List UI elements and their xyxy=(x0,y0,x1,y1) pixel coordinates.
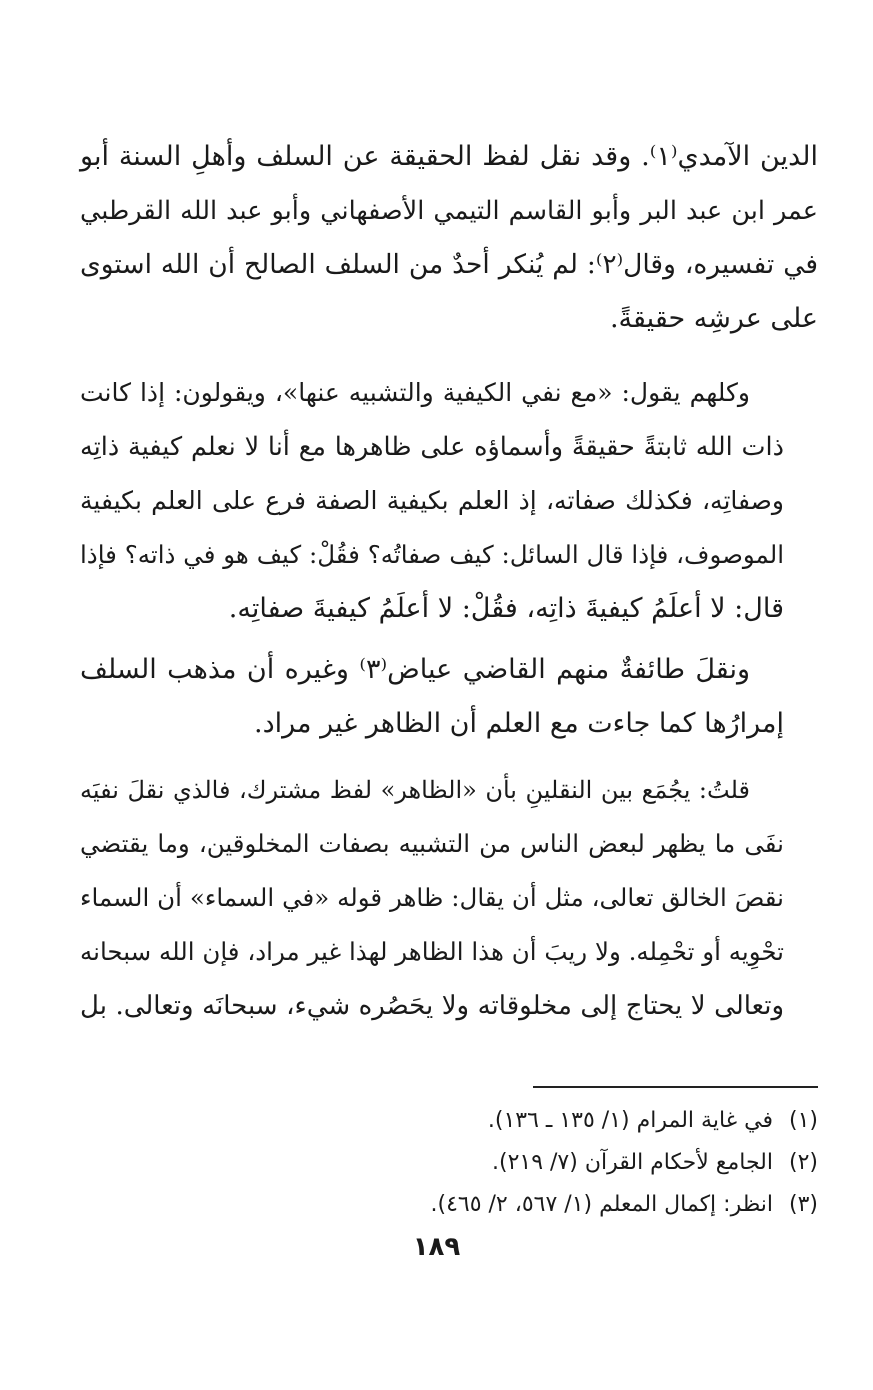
footnote-text: الجامع لأحكام القرآن (٧/ ٢١٩). xyxy=(491,1150,773,1175)
text-line: ذات الله ثابتةً حقيقةً وأسماؤه على ظاهرها مع أنا لا نعلم كيفية ذاتِه xyxy=(80,432,784,462)
footnote-text: انظر: إكمال المعلم (١/ ٥٦٧، ٢/ ٤٦٥). xyxy=(430,1192,773,1217)
footnote-2 xyxy=(118,1142,818,1184)
footnote-number: (٣) xyxy=(788,1192,818,1217)
text-line: ونقلَ طائفةٌ منهم القاضي عياض⁽٣⁾ وغيره أن مذهب السلف xyxy=(80,654,750,685)
footnote-number: (٢) xyxy=(788,1150,818,1175)
text-line: نقصَ الخالق تعالى، مثل أن يقال: ظاهر قوله «في السماء» أن السماء xyxy=(80,883,784,912)
text-line: على عرشِه حقيقةً. xyxy=(609,303,818,334)
text-line: وكلهم يقول: «مع نفي الكيفية والتشبيه عنها»، ويقولون: إذا كانت xyxy=(80,378,750,407)
text-line: عمر ابن عبد البر وأبو القاسم التيمي الأصفهاني وأبو عبد الله القرطبي xyxy=(80,196,818,226)
footnote-1 xyxy=(118,1100,818,1142)
text-line: إمرارُها كما جاءت مع العلم أن الظاهر غير مراد. xyxy=(254,708,784,739)
text-line: قلتُ: يجُمَع بين النقلينِ بأن «الظاهر» لفظ مشترك، فالذي نقلَ نفيَه xyxy=(80,776,750,804)
text-line: وصفاتِه، فكذلك صفاته، إذ العلم بكيفية الصفة فرع على العلم بكيفية xyxy=(80,486,784,515)
text-line: قال: لا أعلَمُ كيفيةَ ذاتِه، فقُلْ: لا أعلَمُ كيفيةَ صفاتِه. xyxy=(228,593,784,624)
text-line: تحْوِيه أو تحْمِله. ولا ريبَ أن هذا الظاهر لهذا غير مراد، فإن الله سبحانه xyxy=(80,937,784,966)
footnotes xyxy=(118,1100,818,1226)
page-number: ١٨٩ xyxy=(412,1232,461,1262)
paragraph-4 xyxy=(80,763,818,1033)
text-line: نفَى ما يظهر لبعض الناس من التشبيه بصفات المخلوقين، وما يقتضي xyxy=(80,829,784,858)
text-line: الموصوف، فإذا قال السائل: كيف صفاتُه؟ فقُلْ: كيف هو في ذاته؟ فإذا xyxy=(80,540,784,569)
footnote-number: (١) xyxy=(788,1108,818,1133)
footnote-divider xyxy=(533,1086,818,1088)
paragraph-3 xyxy=(80,643,818,751)
text-line: وتعالى لا يحتاج إلى مخلوقاته ولا يحَصُره شيء، سبحانَه وتعالى. بل xyxy=(80,991,784,1021)
paragraph-2 xyxy=(80,366,818,636)
paragraph-1 xyxy=(80,130,818,346)
footnote-3 xyxy=(118,1184,818,1226)
text-line: في تفسيره، وقال⁽٢⁾: لم يُنكر أحدٌ من السلف الصالح أن الله استوى xyxy=(80,249,818,280)
footnote-text: في غاية المرام (١/ ١٣٥ ـ ١٣٦). xyxy=(487,1108,773,1133)
text-line: الدين الآمدي⁽١⁾. وقد نقل لفظ الحقيقة عن السلف وأهلِ السنة أبو xyxy=(80,141,818,172)
